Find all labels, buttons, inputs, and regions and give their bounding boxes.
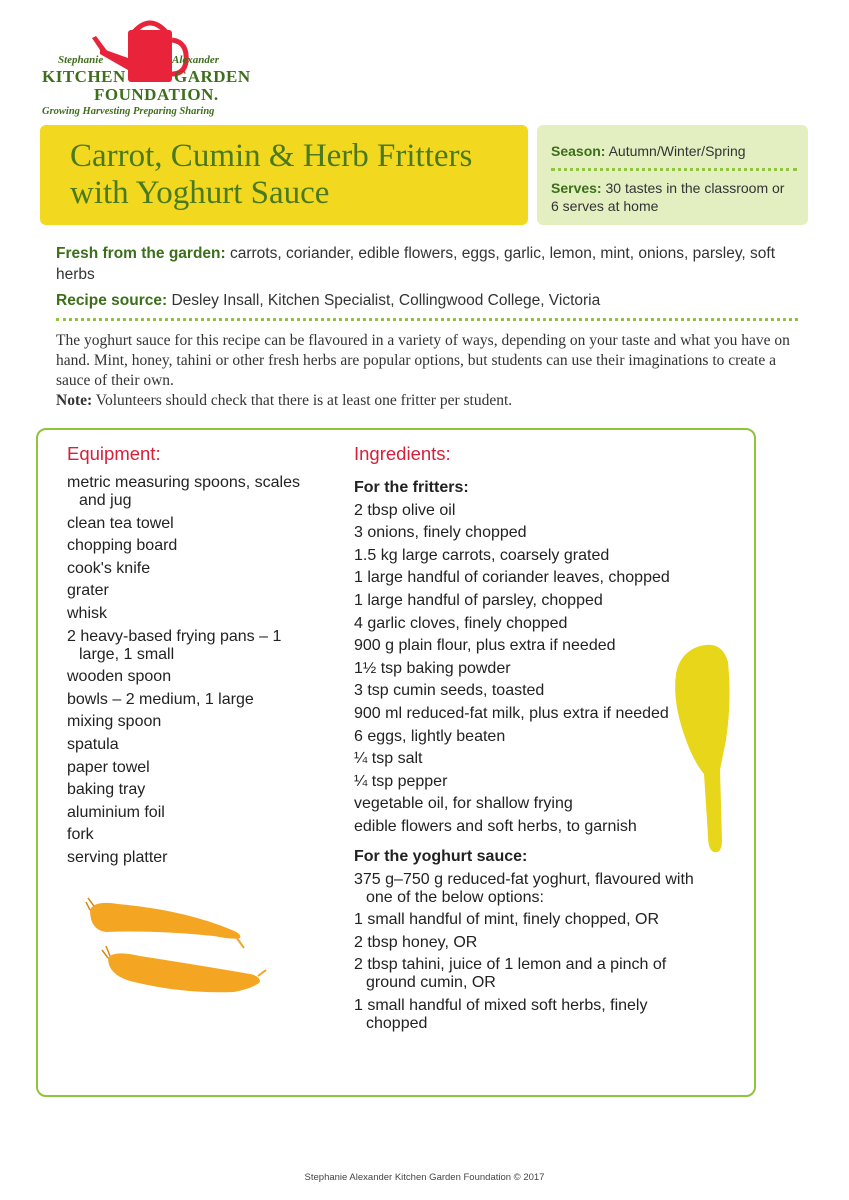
- fresh-from-garden: [56, 243, 796, 285]
- equipment-item: wooden spoon: [67, 668, 172, 686]
- info-divider: [56, 318, 798, 321]
- equipment-item: clean tea towel: [67, 514, 174, 532]
- equipment-item: chopping board: [67, 537, 178, 555]
- equipment-item: grater: [67, 582, 109, 600]
- equipment-item: paper towel: [67, 758, 150, 776]
- fritter-ingredient: 6 eggs, lightly beaten: [354, 727, 506, 745]
- note-label: Note:: [56, 392, 93, 409]
- recipe-title: Carrot, Cumin & Herb Fritters with Yoghurt Sauce: [70, 138, 473, 211]
- fritter-ingredient: 1 large handful of parsley, chopped: [354, 591, 603, 609]
- serves-label: Serves:: [551, 180, 602, 196]
- equipment-item: serving platter: [67, 848, 168, 866]
- equipment-heading: Equipment:: [67, 443, 161, 464]
- fritter-ingredient: ¼ tsp pepper: [354, 772, 448, 790]
- fritter-ingredient: 3 tsp cumin seeds, toasted: [354, 682, 545, 700]
- sauce-ingredient: 1 small handful of mint, finely chopped, OR: [354, 911, 660, 929]
- equipment-item: mixing spoon: [67, 713, 162, 731]
- fresh-label: Fresh from the garden:: [56, 245, 226, 262]
- equipment-item: metric measuring spoons, scales and jug: [67, 474, 300, 509]
- fritters-subheading: For the fritters:: [354, 479, 469, 496]
- logo-text-foundation: FOUNDATION.: [94, 85, 219, 104]
- source-label: Recipe source:: [56, 292, 168, 309]
- equipment-item: bowls – 2 medium, 1 large: [67, 690, 254, 708]
- recipe-source: [56, 290, 796, 311]
- spatula-icon: [660, 640, 740, 860]
- logo-text-stephanie: Stephanie: [58, 54, 104, 66]
- fritter-ingredient: 3 onions, finely chopped: [354, 524, 527, 542]
- equipment-item: cook's knife: [67, 559, 151, 577]
- season-line: [551, 142, 801, 160]
- fritter-ingredient: 1 large handful of coriander leaves, chopped: [354, 569, 670, 587]
- fritter-ingredient: 1½ tsp baking powder: [354, 659, 511, 677]
- fritter-ingredient: 900 ml reduced-fat milk, plus extra if needed: [354, 704, 669, 722]
- carrots-icon: [84, 896, 274, 1006]
- sauce-ingredient: 2 tbsp honey, OR: [354, 933, 478, 951]
- fritter-ingredient: edible flowers and soft herbs, to garnish: [354, 817, 637, 835]
- sauce-ingredient: 2 tbsp tahini, juice of 1 lemon and a pinch of ground cumin, OR: [354, 956, 667, 992]
- fresh-value: carrots, coriander, edible flowers, eggs, garlic, lemon, mint, onions, parsley, soft herbs: [56, 245, 776, 283]
- equipment-item: spatula: [67, 735, 119, 753]
- sauce-ingredient: 1 small handful of mixed soft herbs, finely chopped: [354, 996, 648, 1032]
- season-label: Season:: [551, 143, 606, 159]
- intro-text: [56, 331, 796, 411]
- intro-paragraph: The yoghurt sauce for this recipe can be flavoured in a variety of ways, depending on your taste and what you have on hand. Mint, honey, tahini or other fresh herbs are popular options, but students can use their imaginations to create a sauce of their own.: [56, 332, 790, 389]
- fritter-ingredient: 2 tbsp olive oil: [354, 501, 456, 519]
- foundation-logo: [36, 18, 261, 123]
- serves-line: [551, 179, 791, 215]
- logo-text-garden: GARDEN: [174, 67, 251, 86]
- logo-tagline: Growing Harvesting Preparing Sharing: [42, 106, 215, 117]
- sauce-subheading: For the yoghurt sauce:: [354, 847, 528, 865]
- fritter-ingredient: ¼ tsp salt: [354, 750, 423, 768]
- serves-value: 30 tastes in the classroom or 6 serves at home: [551, 180, 785, 214]
- fritter-ingredient: 900 g plain flour, plus extra if needed: [354, 637, 616, 655]
- note-text: Volunteers should check that there is at least one fritter per student.: [95, 392, 513, 409]
- ingredients-heading: Ingredients:: [354, 443, 451, 464]
- ingredients-list: [354, 479, 699, 1037]
- source-value: Desley Insall, Kitchen Specialist, Collingwood College, Victoria: [171, 292, 601, 309]
- sauce-ingredient: 375 g–750 g reduced-fat yoghurt, flavoured with one of the below options:: [354, 870, 694, 906]
- equipment-item: 2 heavy-based frying pans – 1 large, 1 small: [67, 627, 282, 663]
- logo-text-alexander: Alexander: [172, 54, 220, 66]
- equipment-list: [67, 474, 317, 872]
- footer-copyright: Stephanie Alexander Kitchen Garden Foundation © 2017: [304, 1172, 545, 1183]
- equipment-item: aluminium foil: [67, 803, 165, 821]
- fritter-ingredient: 1.5 kg large carrots, coarsely grated: [354, 546, 610, 564]
- logo-text-kitchen: KITCHEN: [42, 67, 126, 86]
- fritter-ingredient: 4 garlic cloves, finely chopped: [354, 614, 568, 632]
- fritter-ingredient: vegetable oil, for shallow frying: [354, 795, 573, 813]
- equipment-item: fork: [67, 826, 94, 844]
- equipment-item: whisk: [67, 604, 108, 622]
- equipment-item: baking tray: [67, 781, 146, 799]
- season-value: Autumn/Winter/Spring: [608, 143, 746, 159]
- season-divider: [551, 168, 797, 171]
